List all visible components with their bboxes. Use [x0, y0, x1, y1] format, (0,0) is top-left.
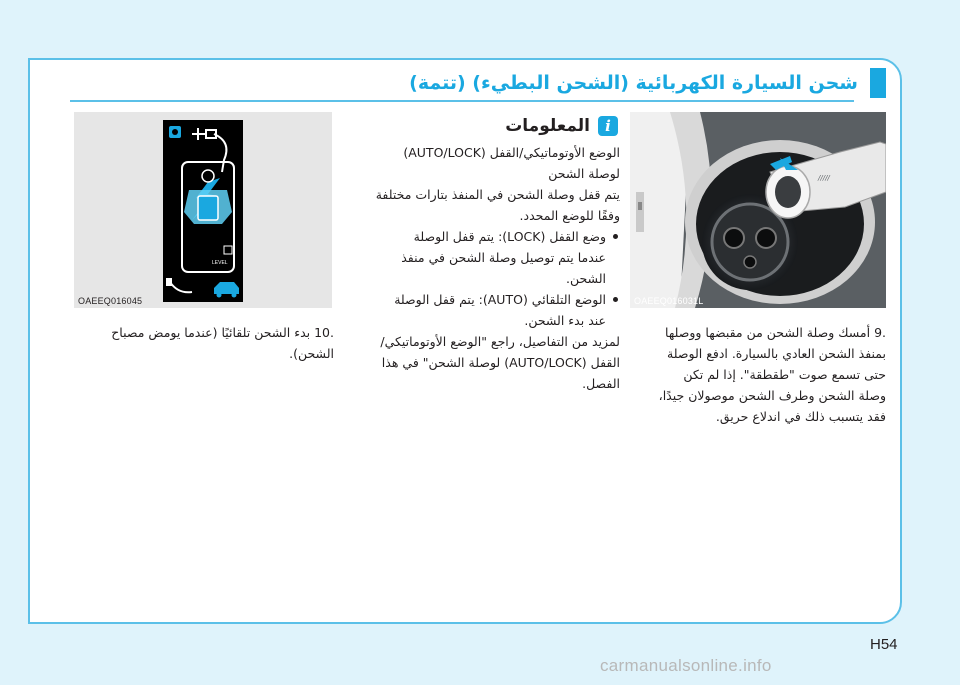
- charger-display-illustration: [74, 112, 332, 308]
- step-9-line: فقد يتسبب ذلك في اندلاع حريق.: [715, 409, 886, 424]
- info-line: لوصلة الشحن: [548, 166, 620, 181]
- title-accent-bar: [870, 68, 886, 98]
- info-title: المعلومات: [505, 116, 590, 136]
- bullet-lock-mode: [360, 226, 620, 289]
- info-footer-line: لمزيد من التفاصيل، راجع "الوضع الأوتوماتيكي/: [380, 334, 620, 349]
- bullet-auto-mode: [360, 289, 620, 331]
- figure-code-left: OAEEQ016045: [78, 296, 143, 306]
- figure-code-right: OAEEQ016031L: [634, 296, 704, 306]
- title-rule: [70, 100, 854, 102]
- step-9-line: .9 أمسك وصلة الشحن من مقبضها ووصلها: [665, 325, 886, 340]
- step-9-line: حتى تسمع صوت "طقطقة". إذا لم تكن: [683, 367, 886, 382]
- step-10-line: .10 بدء الشحن تلقائيًا (عندما يومض مصباح: [111, 325, 334, 340]
- info-line: الوضع الأوتوماتيكي/القفل (AUTO/LOCK): [403, 145, 620, 160]
- info-body: [360, 142, 620, 394]
- bullet-lock-line: الشحن.: [566, 271, 606, 286]
- figure-charging-connector: [630, 112, 886, 308]
- info-footer-line: القفل (AUTO/LOCK) لوصلة الشحن" في هذا: [381, 355, 620, 370]
- bullet-auto-line: الوضع التلقائي (AUTO): يتم قفل الوصلة: [394, 292, 606, 307]
- charging-connector-illustration: [630, 112, 886, 308]
- bullet-lock-line: وضع القفل (LOCK): يتم قفل الوصلة: [413, 229, 606, 244]
- svg-text://///: /////: [818, 174, 830, 182]
- info-icon: i: [598, 116, 618, 136]
- section-header: [30, 68, 900, 98]
- step-10-text: [74, 322, 334, 364]
- step-9-text: [630, 322, 886, 427]
- page-number: H54: [870, 636, 898, 653]
- step-9-line: بمنفذ الشحن العادي بالسيارة. ادفع الوصلة: [667, 346, 886, 361]
- figure-charger-display: [74, 112, 332, 308]
- step-9-line: وصلة الشحن وطرف الشحن موصولان جيدًا،: [658, 388, 886, 403]
- watermark-link[interactable]: carmanualsonline.info: [600, 656, 772, 675]
- bullet-auto-line: عند بدء الشحن.: [524, 313, 606, 328]
- bullet-lock-line: عندما يتم توصيل وصلة الشحن في منفذ: [401, 250, 606, 265]
- info-line: وفقًا للوضع المحدد.: [519, 208, 620, 223]
- info-line: يتم قفل وصلة الشحن في المنفذ بتارات مختلفة: [375, 187, 620, 202]
- section-title: شحن السيارة الكهربائية (الشحن البطيء) (تتمة): [409, 72, 858, 94]
- info-footer-line: الفصل.: [582, 376, 620, 391]
- display-level-label: LEVEL: [212, 260, 228, 266]
- page-card: [28, 58, 902, 624]
- step-10-line: الشحن).: [289, 346, 334, 361]
- info-header: [450, 114, 618, 138]
